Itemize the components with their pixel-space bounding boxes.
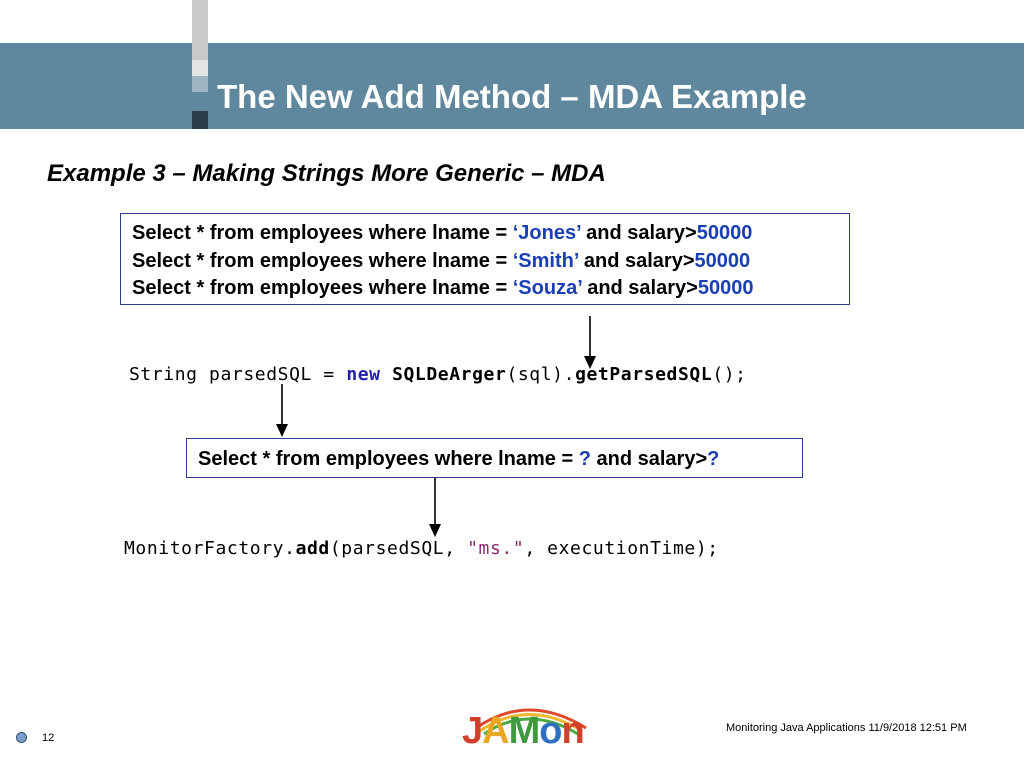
footer-text: Monitoring Java Applications 11/9/2018 12:51 PM xyxy=(726,722,967,734)
slide-subtitle: Example 3 – Making Strings More Generic – MDA xyxy=(47,160,606,187)
decor-bar-light xyxy=(192,0,208,64)
sql-example-line: Select * from employees where lname = ‘Souza’ and salary>50000 xyxy=(132,277,754,299)
jamon-logo xyxy=(458,698,596,754)
code-line-monitor-add: MonitorFactory.add(parsedSQL, "ms.", executionTime); xyxy=(124,538,719,559)
arrow-down-icon xyxy=(274,384,290,438)
code-line-parsedsql: String parsedSQL = new SQLDeArger(sql).getParsedSQL(); xyxy=(129,364,747,385)
page-number: 12 xyxy=(42,732,55,744)
sql-example-line: Select * from employees where lname = ‘Jones’ and salary>50000 xyxy=(132,222,753,244)
arrow-down-icon xyxy=(582,316,598,370)
arrow-down-icon xyxy=(427,478,443,538)
bullet-icon xyxy=(16,732,27,743)
sql-example-line: Select * from employees where lname = ‘Smith’ and salary>50000 xyxy=(132,249,751,272)
decor-bar-dark xyxy=(192,111,208,129)
decor-bar-mid xyxy=(192,76,208,92)
slide-title: The New Add Method – MDA Example xyxy=(217,78,807,115)
logo-text: JAMon xyxy=(462,710,584,752)
decor-bar-white xyxy=(192,60,208,76)
parsed-sql-box: Select * from employees where lname = ? and salary>? xyxy=(186,438,803,478)
sql-examples-box xyxy=(120,213,850,305)
